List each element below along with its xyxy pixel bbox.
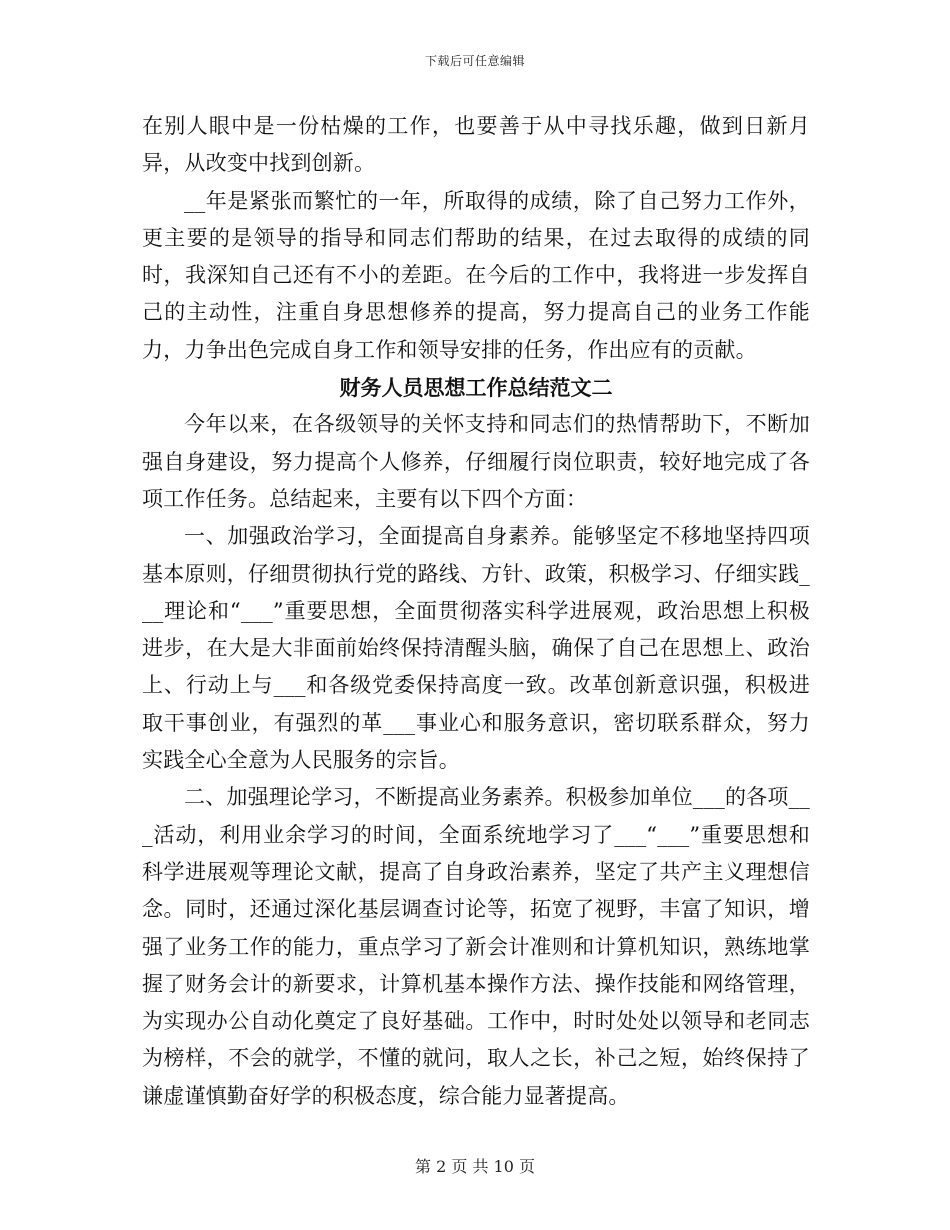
paragraph: __年是紧张而繁忙的一年，所取得的成绩，除了自己努力工作外，更主要的是领导的指导和同志们帮助的结果，在过去取得的成绩的同时，我深知自己还有不小的差距。在今后的工作中，我将进一步发挥自己的主动性，注重自身思想修养的提高，努力提高自己的业务工作能力，力争出色完成自身工作和领导安排的任务，作出应有的贡献。: [142, 188, 810, 362]
section-title: 财务人员思想工作总结范文二: [339, 375, 613, 401]
page-footer: 第 2 页 共 10 页: [415, 1157, 535, 1176]
page-header: 下载后可任意编辑: [424, 54, 525, 68]
paragraph: 一、加强政治学习，全面提高自身素养。能够坚定不移地坚持四项基本原则，仔细贯彻执行党的路线、方针、政策，积极学习、仔细实践___理论和“___”重要思想，全面贯彻落实科学进展观，政治思想上积极进步，在大是大非面前始终保持清醒头脑，确保了自己在思想上、政治上、行动上与___和各级党委保持高度一致。改革创新意识强，积极进取干事创业，有强烈的革___事业心和服务意识，密切联系群众，努力实践全心全意为人民服务的宗旨。: [142, 524, 810, 773]
paragraph: 在别人眼中是一份枯燥的工作，也要善于从中寻找乐趣，做到日新月异，从改变中找到创新。: [142, 114, 810, 176]
paragraph: 二、加强理论学习，不断提高业务素养。积极参加单位___的各项___活动，利用业余学习的时间，全面系统地学习了___“___”重要思想和科学进展观等理论文献，提高了自身政治素养，坚定了共产主义理想信念。同时，还通过深化基层调查讨论等，拓宽了视野，丰富了知识，增强了业务工作的能力，重点学习了新会计准则和计算机知识，熟练地掌握了财务会计的新要求，计算机基本操作方法、操作技能和网络管理，为实现办公自动化奠定了良好基础。工作中，时时处处以领导和老同志为榜样，不会的就学，不懂的就问，取人之长，补己之短，始终保持了谦虚谨慎勤奋好学的积极态度，综合能力显著提高。: [142, 785, 810, 1108]
paragraph: 今年以来，在各级领导的关怀支持和同志们的热情帮助下，不断加强自身建设，努力提高个人修养，仔细履行岗位职责，较好地完成了各项工作任务。总结起来，主要有以下四个方面：: [142, 412, 810, 511]
document-body: [142, 108, 810, 1115]
